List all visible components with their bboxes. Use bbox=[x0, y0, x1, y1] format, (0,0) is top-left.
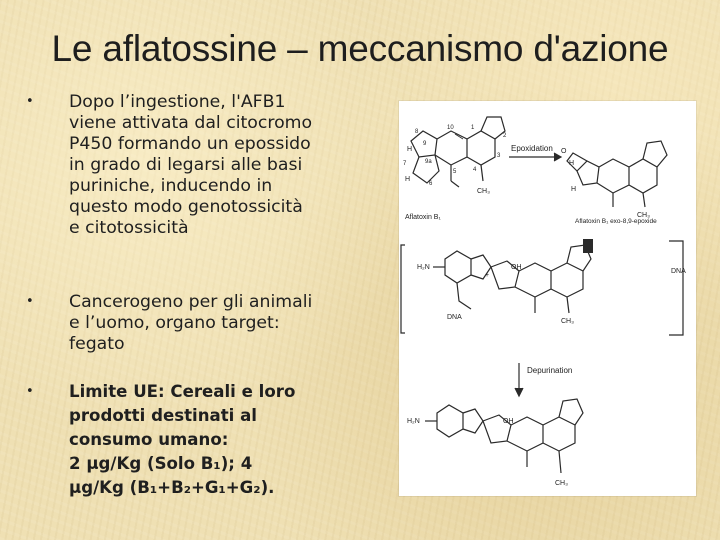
product-coumarin-ring bbox=[543, 417, 575, 451]
adduct-coumarin-ring bbox=[551, 263, 583, 297]
aflatoxin-b1-label: Aflatoxin B₁ bbox=[405, 214, 441, 221]
atom-number-4: 4 bbox=[473, 167, 477, 173]
bracket-dna-label: DNA bbox=[671, 268, 686, 275]
atom-number-10: 10 bbox=[447, 125, 454, 131]
adduct-oh-label: OH bbox=[511, 264, 522, 271]
adduct-h2n-label: H₂N bbox=[417, 264, 430, 271]
product-ch3-label: CH₃ bbox=[555, 480, 568, 487]
epoxide-benzene-ring bbox=[597, 159, 629, 193]
atom-number-1: 1 bbox=[471, 125, 475, 131]
atom-number-3: 3 bbox=[497, 153, 501, 159]
adduct-dna-label: DNA bbox=[447, 314, 462, 321]
atom-number-8: 8 bbox=[415, 129, 419, 135]
afb1-cyclopentenone bbox=[481, 117, 505, 139]
h-label: H bbox=[569, 160, 575, 167]
bullet-marker: • bbox=[26, 384, 34, 399]
afb1-coumarin-ring bbox=[467, 131, 495, 165]
atom-number-6: 6 bbox=[429, 181, 433, 187]
atom-number-7: 7 bbox=[403, 161, 407, 167]
atom-number-2: 2 bbox=[503, 133, 507, 139]
reaction-scheme bbox=[399, 101, 696, 496]
epoxide-ch3-label: CH₃ bbox=[637, 212, 650, 219]
epoxidation-label: Epoxidation bbox=[511, 144, 553, 153]
atom-number-9a: 9a bbox=[425, 159, 432, 165]
epoxide-furan-ring bbox=[577, 161, 599, 185]
atom-number-9: 9 bbox=[423, 141, 427, 147]
h-label: H bbox=[571, 186, 577, 193]
h-label: H bbox=[407, 146, 413, 153]
product-imidazole-ring bbox=[463, 409, 483, 433]
bullet-marker: • bbox=[26, 94, 34, 109]
bullet-carcinogen-text: Cancerogeno per gli animali e l’uomo, organo target: fegato bbox=[69, 292, 313, 354]
product-cyclopentenone bbox=[559, 399, 583, 425]
product-oh-label: OH bbox=[503, 418, 514, 425]
afb1-ch3-label: CH₃ bbox=[477, 188, 490, 195]
product-guanine-ring bbox=[437, 405, 463, 437]
slide-title: Le aflatossine – meccanismo d'azione bbox=[51, 28, 669, 69]
depurination-label: Depurination bbox=[527, 366, 573, 375]
afb1-benzene-ring bbox=[435, 131, 467, 165]
bullet-eu-limit-text: Limite UE: Cereali e loro prodotti destinati al consumo umano: 2 µg/Kg (Solo B₁); 4 µg/Kg (B₁+B₂+G₁+G₂). bbox=[69, 382, 296, 497]
epoxide-cyclopentenone bbox=[643, 141, 667, 167]
epoxide-coumarin-ring bbox=[629, 159, 657, 193]
epoxide-o-label: O bbox=[561, 148, 567, 155]
adduct-ch3-label: CH₃ bbox=[561, 318, 574, 325]
bullet-marker: • bbox=[26, 294, 34, 309]
figure-print-mark bbox=[583, 239, 593, 253]
bullet-activation-text: Dopo l’ingestione, l'AFB1 viene attivata dal citocromo P450 formando un epossido in grado di legarsi alle basi puriniche, inducendo in questo modo genotossicità e citotossicità bbox=[69, 92, 313, 238]
adduct-guanine-ring bbox=[445, 251, 471, 283]
epoxide-label: Aflatoxin B₁ exo-8,9-epoxide bbox=[575, 218, 657, 225]
adduct-plus-label: + bbox=[485, 272, 490, 279]
product-h2n-label: H₂N bbox=[407, 418, 420, 425]
atom-number-5: 5 bbox=[453, 169, 457, 175]
h-label: H bbox=[405, 176, 411, 183]
aflatoxin-mechanism-figure bbox=[399, 101, 696, 496]
